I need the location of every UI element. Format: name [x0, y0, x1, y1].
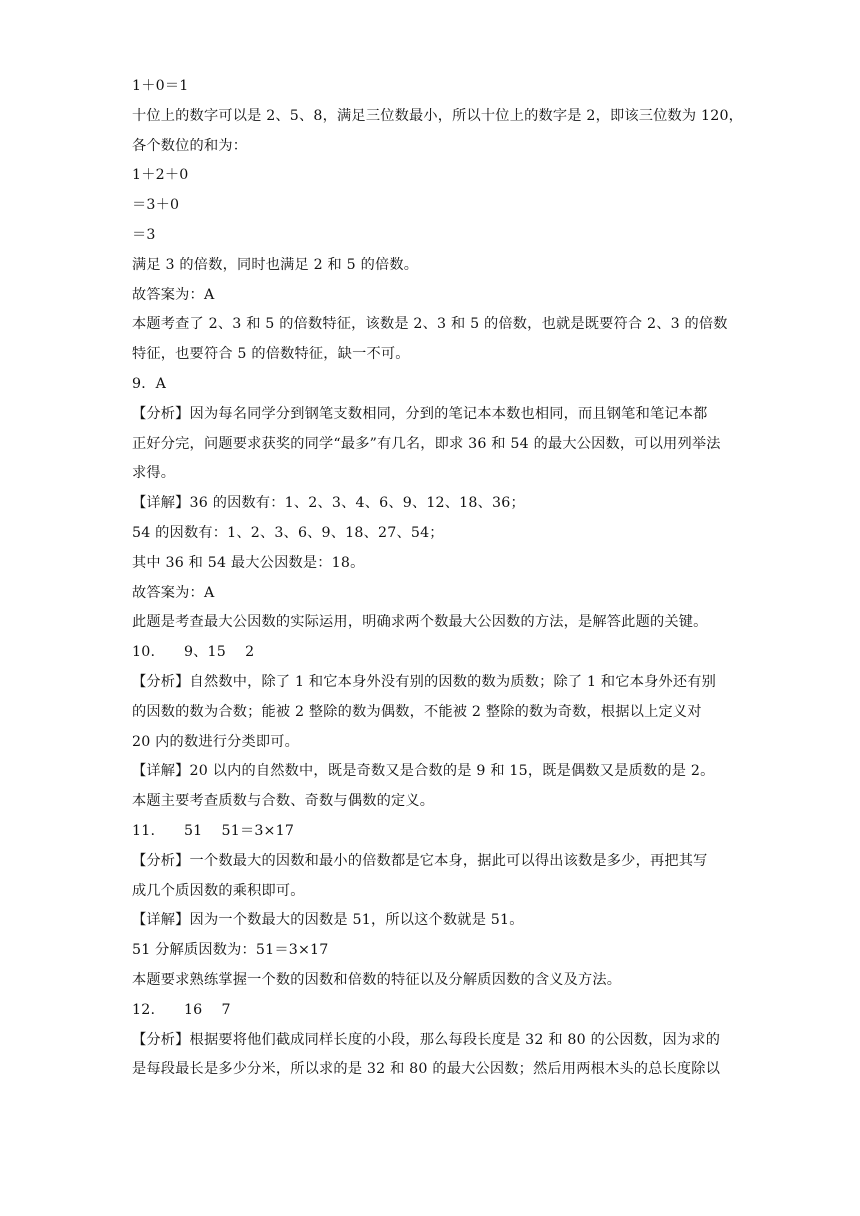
text-line: 1＋0＝1: [132, 78, 189, 94]
detail-line: 【详解】因为一个数最大的因数是 51，所以这个数就是 51。: [132, 912, 524, 929]
text-line: 此题是考查最大公因数的实际运用，明确求两个数最大公因数的方法，是解答此题的关键。: [132, 614, 708, 631]
text-line: 本题要求熟练掌握一个数的因数和倍数的特征以及分解质因数的含义及方法。: [132, 971, 622, 988]
text-line: 54 的因数有：1、2、3、6、9、18、27、54；: [132, 524, 444, 541]
question-number-11: 11. 51 51＝3×17: [132, 822, 295, 839]
text-line: 特征，也要符合 5 的倍数特征，缺一不可。: [132, 346, 410, 363]
detail-line: 【详解】20 以内的自然数中，既是奇数又是合数的是 9 和 15，既是偶数又是质数的是 2。: [132, 763, 715, 780]
text-line: 的因数的数为合数；能被 2 整除的数为偶数，不能被 2 整除的数为奇数，根据以上定义对: [132, 703, 702, 720]
analysis-line: 【分析】自然数中，除了 1 和它本身外没有别的因数的数为质数；除了 1 和它本身外还有别: [132, 673, 717, 690]
answer-line: 故答案为：A: [132, 584, 215, 601]
question-number-9: 9．A: [132, 375, 167, 392]
question-number-12: 12. 16 7: [132, 1001, 231, 1018]
text-line: 51 分解质因数为：51＝3×17: [132, 942, 329, 959]
text-line: 十位上的数字可以是 2、5、8，满足三位数最小，所以十位上的数字是 2，即该三位数为 120，: [132, 107, 744, 124]
text-line: ＝3: [132, 226, 156, 243]
analysis-line: 【分析】因为每名同学分到钢笔支数相同，分到的笔记本本数也相同，而且钢笔和笔记本都: [132, 405, 708, 422]
text-line: 1＋2＋0: [132, 167, 189, 184]
text-line: 20 内的数进行分类即可。: [132, 733, 300, 750]
detail-line: 【详解】36 的因数有：1、2、3、4、6、9、12、18、36；: [132, 495, 525, 512]
question-number-10: 10. 9、15 2: [132, 644, 255, 661]
text-line: 是每段最长是多少分米，所以求的是 32 和 80 的最大公因数；然后用两根木头的总长度除以: [132, 1061, 721, 1078]
text-line: 正好分完，问题要求获奖的同学“最多”有几名，即求 36 和 54 的最大公因数，可以用列举法: [132, 435, 721, 452]
text-line: ＝3＋0: [132, 197, 180, 214]
answer-text-block: [132, 72, 744, 1085]
text-line: 成几个质因数的乘积即可。: [132, 882, 305, 899]
text-line: 本题主要考查质数与合数、奇数与偶数的定义。: [132, 793, 435, 810]
text-line: 满足 3 的倍数，同时也满足 2 和 5 的倍数。: [132, 256, 419, 273]
analysis-line: 【分析】一个数最大的因数和最小的倍数都是它本身，据此可以得出该数是多少，再把其写: [132, 852, 708, 869]
analysis-line: 【分析】根据要将他们截成同样长度的小段，那么每段长度是 32 和 80 的公因数，因为求的: [132, 1031, 721, 1048]
text-line: 其中 36 和 54 最大公因数是：18。: [132, 554, 365, 571]
text-line: 求得。: [132, 465, 176, 482]
answer-line: 故答案为：A: [132, 286, 215, 303]
text-line: 本题考查了 2、3 和 5 的倍数特征，该数是 2、3 和 5 的倍数，也就是既要符合 2、3 的倍数: [132, 316, 728, 333]
text-line: 各个数位的和为：: [132, 137, 248, 154]
